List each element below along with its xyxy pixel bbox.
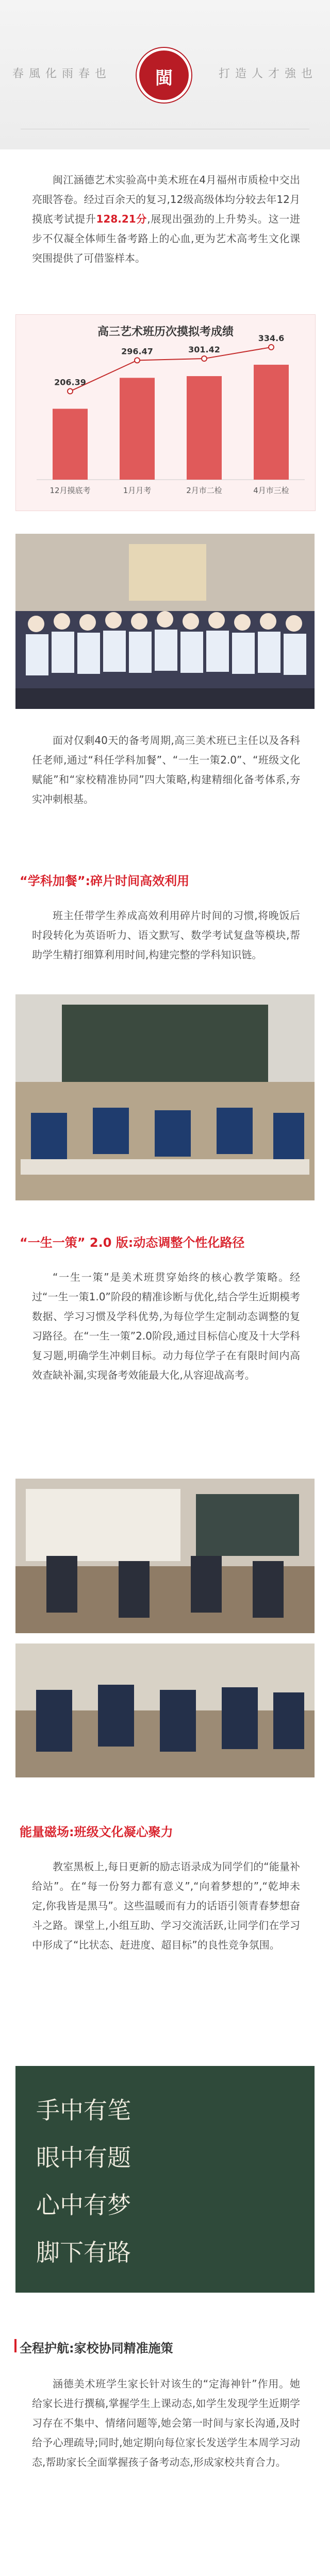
blackboard-writing [36, 2087, 294, 2276]
chart-trend-point [269, 345, 274, 350]
intro-text-after: ,展现出强劲的上升势头。这一进步不仅凝全体师生备考路上的心血,更为艺术高考生文化课突围提供了可借鉴样本。 [32, 213, 301, 264]
chart-trend-point [202, 356, 207, 361]
teacher-students-photo [15, 1479, 315, 1633]
board-line-2: 眼中有题 [36, 2144, 131, 2172]
chart-data-label: 334.6 [258, 333, 285, 343]
chart-category-label: 4月市三检 [253, 486, 289, 495]
study-group-photo [15, 1643, 315, 1777]
board-line-1: 手中有笔 [36, 2096, 131, 2124]
section2-title [20, 1232, 244, 1250]
chart-trend-line [70, 347, 271, 391]
intro-text-before: 闽江涵德艺术实验高中美术班在4月福州市质检中交出亮眼答卷。经过百余天的复习,12级高级体均分较去年12月摸底考试提升 [32, 174, 300, 225]
intro-paragraph [32, 170, 300, 268]
classroom-study-photo [15, 994, 315, 1200]
section2-title-prefix: “一生一策” [20, 1235, 86, 1250]
classroom-study-photo-image [15, 994, 315, 1200]
header-slogan-right: 打造人才強也 [218, 67, 318, 80]
chart-bar [254, 365, 289, 480]
chart-bar [53, 409, 88, 480]
board-line-4: 脚下有路 [36, 2239, 131, 2266]
section2-paragraph: “一生一策”是美术班贯穿始终的核心教学策略。经过“一生一策1.0”阶段的精准诊断与优化,结合学生近期模考数据、学习习惯及学科优势,为每位学生定制动态调整的复习路径。在“一生一策”2.0阶段,通过目标信心度及十大学科复习题,明确学生冲刺目标。动力每位学子在有限时间内高效查缺补漏,实现备考效能最大化,从容迎战高考。 [32, 1271, 300, 1381]
chart-data-label: 206.39 [54, 377, 86, 387]
chart-trend-point [68, 388, 73, 394]
chart-bar [120, 378, 155, 480]
chart-trend-point [135, 358, 140, 363]
section4-accent-bar [14, 2339, 16, 2352]
header-banner [0, 0, 330, 149]
teacher-students-photo-image [15, 1479, 315, 1633]
blackboard-photo [15, 2066, 315, 2293]
section4-paragraph: 涵德美术班学生家长针对该生的“定海神针”作用。她给家长进行撰稿,掌握学生上课动态,如学生发现学生近期学习存在不集中、情绪问题等,她会第一时间与家长沟通,及时给予心理疏导;同时,她定期向每位家长发送学生本周学习动态,帮助家长全面掌握孩子备考动态,形成家校共育合力。 [32, 2378, 300, 2468]
section1-paragraph: 班主任带学生养成高效利用碎片时间的习惯,将晚饭后时段转化为英语听力、语文默写、数学考试复盘等模块,帮助学生精打细算利用时间,构建完整的学科知识链。 [32, 909, 300, 961]
school-seal-logo [139, 50, 189, 100]
board-line-3: 心中有梦 [36, 2191, 131, 2219]
seal-glyph: 閩 [155, 68, 173, 89]
chart-bar [187, 376, 222, 480]
class-group-photo-image [15, 534, 315, 709]
section4-title: 全程护航:家校协同精准施策 [20, 2341, 173, 2355]
section3-paragraph: 教室黑板上,每日更新的励志语录成为同学们的“能量补给站”。在“每一份努力都有意义”,“向着梦想的”,“乾坤未定,你我皆是黑马”。这些温暖而有力的话语引领青春梦想奋斗之路。课堂上,小组互助、学习交流活跃,让同学们在学习中形成了“比状态、赶进度、超目标”的良性竞争氛围。 [32, 1860, 300, 1951]
study-group-photo-image [15, 1643, 315, 1777]
chart-category-label: 2月市二检 [186, 486, 222, 495]
chart-title: 高三艺术班历次摸拟考成绩 [97, 326, 234, 338]
intro-highlight-score: 128.21分 [96, 213, 147, 225]
header-slogan-left: 春風化雨春也 [12, 67, 112, 80]
section1-title: “学科加餐”:碎片时间高效利用 [20, 874, 190, 888]
strategy-intro-paragraph: 面对仅剩40天的备考周期,高三美术班已主任以及各科任老师,通过“科任学科加餐”、“一生一策2.0”、“班级文化赋能”和“家校精准协同”四大策略,构建精细化备考体系,夯实冲刺根基。 [32, 734, 300, 805]
section2-title-suffix: :动态调整个性化路径 [128, 1235, 245, 1250]
chart-plot [16, 315, 315, 511]
section3-title: 能量磁场:班级文化凝心聚力 [20, 1825, 173, 1839]
class-group-photo [15, 534, 315, 709]
chart-category-label: 12月摸底考 [50, 486, 91, 495]
chart-category-label: 1月月考 [123, 486, 152, 495]
score-chart [15, 314, 316, 511]
section2-title-version: 2.0 版 [85, 1235, 128, 1250]
chart-data-label: 296.47 [121, 346, 153, 357]
chart-data-label: 301.42 [188, 345, 220, 355]
